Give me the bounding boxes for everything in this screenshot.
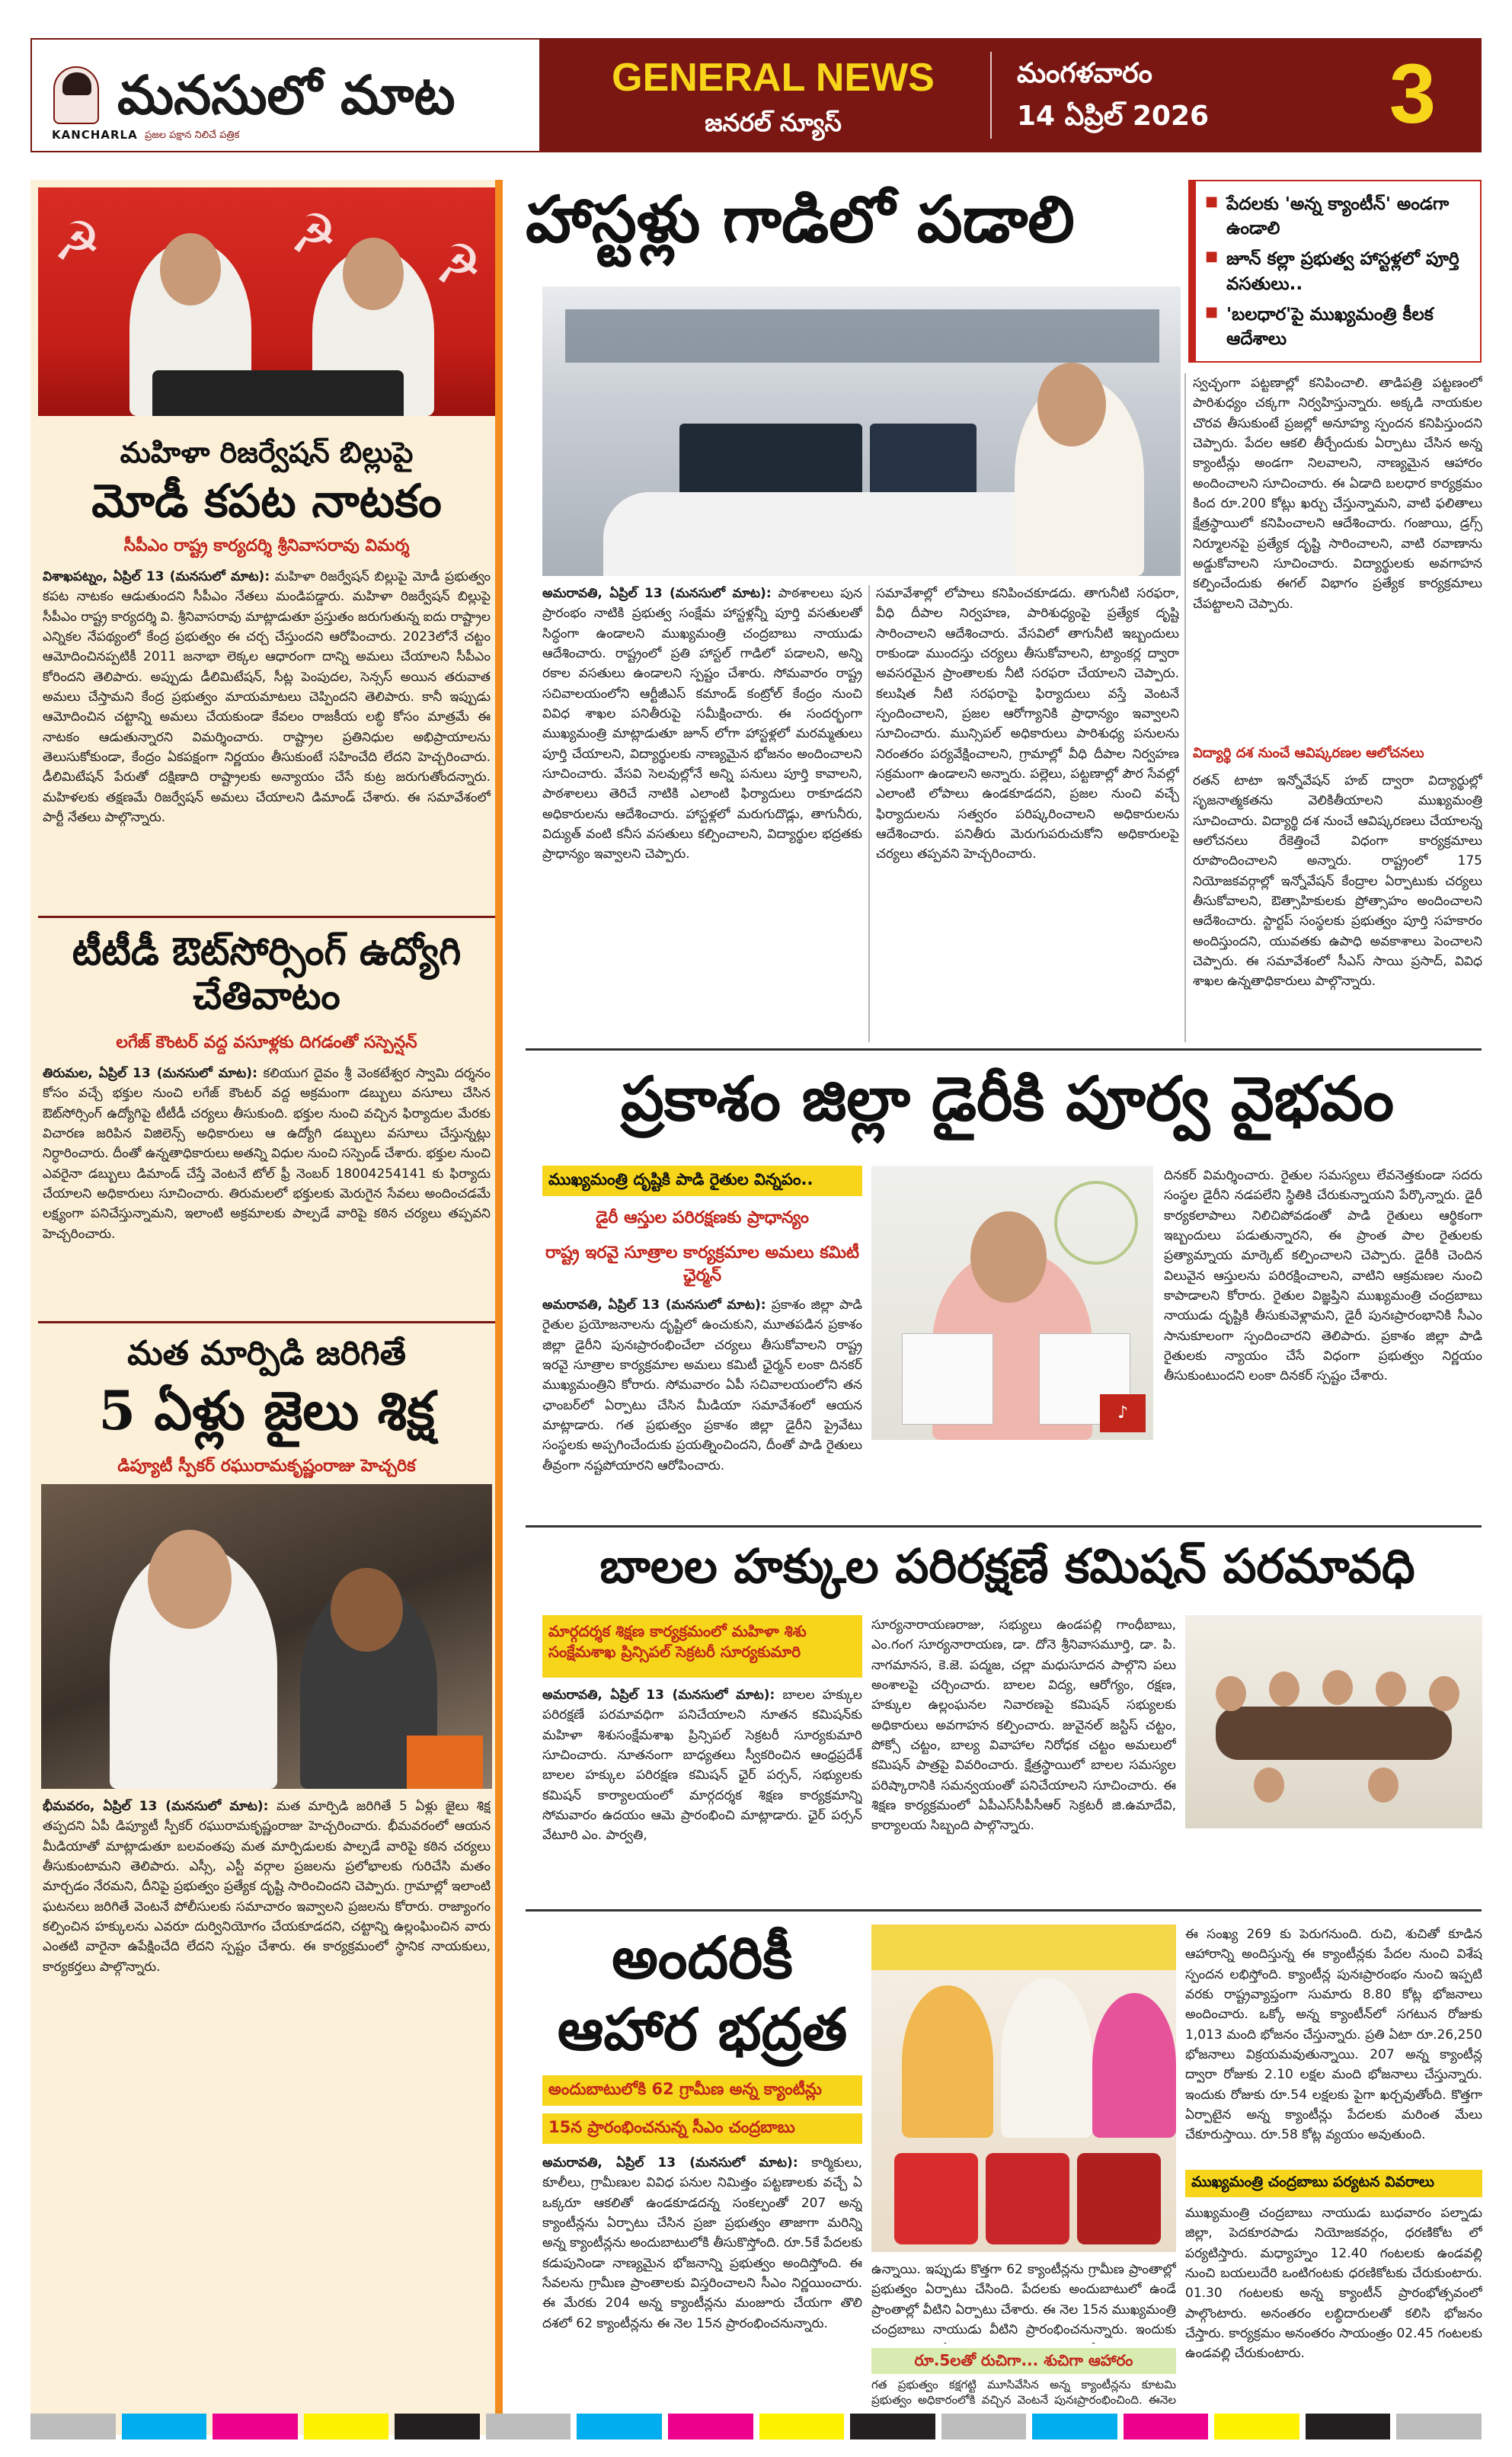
food-container [1077, 2153, 1161, 2244]
food-body-left-text: కార్మికులు, కూలీలు, గ్రామీణుల వివిధ పనుల నిమిత్తం పట్టణాలకు వచ్చే ఏ ఒక్కరూ ఆకలితో ఉండకూడదన్న సంకల్పంతో 207 అన్న క్యాంటీన్లను ఏర్పాటు చేసిన ప్రజా ప్రభుత్వం తాజాగా మరిన్ని అన్న క్యాంటీన్లను అందుబాటులోకి తీసుకొస్తోంది. రూ.5కే పేదలకు కడుపునిండా నాణ్యమైన భోజనాన్ని ప్రభుత్వం అందిస్తోంది. ఈ సేవలను గ్రామీణ ప్రాంతాలకు విస్తరించాలని సీఎం నిర్ణయించారు. ఈ మేరకు 204 అన్న క్యాంటీన్లను మంజూరు చేయగా తొలి దశలో 62 క్యాంటీన్లను ఈ నెల 15న ప్రారంభించనున్నారు. [542, 2155, 862, 2331]
hostels-dateline: అమరావతి, ఏప్రిల్ 13 (మనసులో మాట): [542, 586, 772, 601]
section-banner [541, 38, 1482, 152]
column-rule [1184, 373, 1186, 1042]
color-swatch [1124, 2414, 1209, 2439]
microphones [152, 370, 404, 416]
article-divider [38, 1321, 495, 1323]
desk [603, 492, 1076, 576]
children-dateline: అమరావతి, ఏప్రిల్ 13 (మనసులో మాట): [542, 1688, 775, 1703]
brand-name: మనసులో మాట [117, 63, 456, 126]
attendee [1269, 1672, 1299, 1707]
article-divider [38, 916, 495, 918]
hostels-body-col3: స్వచ్ఛంగా పట్టణాల్లో కనిపించాలి. తాడిపత్రి పట్టణంలో పారిశుధ్యం చక్కగా నిర్వహిస్తున్నారు. అక్కడి నాయకుల చొరవ తీసుకుంటే ప్రజల్లో అనూహ్య స్పందన కనిపిస్తుందని చెప్పారు. పేదల ఆకలి తీర్చేందుకు ఏర్పాటు చేసిన అన్న క్యాంటీన్లు అండగా నిలవాలని, నాణ్యమైన ఆహారం అందించాలని సూచించారు. ఈ ఏడాది బలధార కార్యక్రమం కింద రూ.200 కోట్లు ఖర్చు చేస్తున్నామని, వాటి ఫలితాలు క్షేత్రస్థాయిలో కనిపించాలని ఆదేశించారు. గంజాయి, డ్రగ్స్ నిర్మూలనపై ప్రత్యేక దృష్టి సారించాలని, వాటి రవాణాను అడ్డుకోవాలని సూచించారు. విద్యార్థులకు అవగాహన కల్పించేందుకు ఈగల్ విభాగం ప్రత్యేక కార్యక్రమాలు చేపట్టాలని చెప్పారు. [1193, 376, 1482, 612]
brand-tagline: ప్రజల పక్షాన నిలిచే పత్రిక [145, 130, 240, 141]
food-body-right2: ముఖ్యమంత్రి చంద్రబాబు నాయుడు బుధవారం పల్నాడు జిల్లా, పెదకూరపాడు నియోజకవర్గం, ధరణికోట లో పర్యటిస్తారు. మధ్యాహ్నం 12.40 గంటలకు ఉండవల్లి నుంచి బయలుదేరి ఒంటిగంటకు ధరణికోటకు చేరుకుంటారు. 01.30 గంటలకు అన్న క్యాంటీన్ ప్రారంభోత్సవంలో పాల్గొంటారు. అనంతరం లబ్ధిదారులతో కలిసి భోజనం చేస్తారు. కార్యక్రమం అనంతరం సాయంత్రం 02.45 గంటలకు ఉండవల్లి చేరుకుంటారు. [1185, 2206, 1482, 2362]
food-headline-line1: అందరికీ [612, 1924, 793, 1992]
attendee [1376, 1672, 1406, 1707]
cpm-press-photo [38, 187, 495, 416]
color-swatch [304, 2414, 389, 2439]
a1-kicker: మహిళా రిజర్వేషన్ బిల్లుపై [120, 435, 414, 469]
section-title-te: జనరల్ న్యూస్ [705, 108, 842, 137]
issue-date: 14 ఏప్రిల్ 2026 [1017, 101, 1210, 132]
section-divider [526, 1525, 1482, 1528]
left-column [30, 180, 503, 2435]
hammer-sickle-icon: ☭ [53, 210, 101, 273]
dairy-point-1: డైరీ ఆస్తుల పరిరక్షణకు ప్రాధాన్యం [596, 1208, 809, 1227]
food-body-mid2: గత ప్రభుత్వం కక్షగట్టి మూసివేసిన అన్న క్యాంటీన్లను కూటమి ప్రభుత్వం అధికారంలోకి వచ్చిన వెంటనే పునఃప్రారంభించింది. ఈనెల [871, 2378, 1176, 2407]
deputy-speaker-photo [41, 1484, 492, 1789]
section-divider [526, 1909, 1482, 1912]
banner-divider [990, 52, 992, 139]
chairman-face [970, 1211, 1047, 1303]
hostels-highlights-box [1188, 180, 1482, 363]
food-kicker-2: 15న ప్రారంభించనున్న సీఎం చంద్రబాబు [542, 2113, 862, 2144]
canteen-banner [871, 1924, 1176, 1970]
food-body-mid: ఉన్నాయి. ఇప్పుడు కొత్తగా 62 క్యాంటీన్లను గ్రామీణ ప్రాంతాల్లో ప్రభుత్వం ఏర్పాటు చేసింది. పేదలకు అందుబాటులో ఉండే ప్రాంతాల్లో వీటిని ఏర్పాటు చేశారు. ఈ నెల 15న ముఖ్యమంత్రి చంద్రబాబు నాయుడు వీటిని ప్రారంభించనున్నారు. ఇందుకు [871, 2262, 1176, 2338]
a3-headline-line1: మత మార్పిడి జరిగితే [127, 1334, 406, 1373]
a3-body-text: మత మార్పిడి జరిగితే 5 ఏళ్లు జైలు శిక్ష తప్పదని ఏపీ డిప్యూటీ స్పీకర్ రఘురామకృష్ణంరాజు హెచ్చరించారు. భీమవరంలో ఆయన మీడియాతో మాట్లాడుతూ బలవంతపు మత మార్పిడులకు పాల్పడే వారిపై కఠిన చర్యలు తీసుకుంటామని తెలిపారు. ఎస్సీ, ఎస్టీ వర్గాల ప్రజలను ప్రలోభాలకు గురిచేసి మతం మార్చడం నేరమని, దీనిపై ప్రభుత్వం ప్రత్యేక దృష్టి సారించిందని చెప్పారు. గ్రామాల్లో ఇలాంటి ఘటనలు జరిగితే వెంటనే పోలీసులకు సమాచారం ఇవ్వాలని ప్రజలను కోరారు. రాజ్యాంగం కల్పించిన హక్కులను ఎవరూ దుర్వినియోగం చేయకూడదని, చట్టాన్ని ఉల్లంఘించిన వారు ఎంతటి వారైనా ఉపేక్షించేది లేదని స్పష్టం చేశారు. ఈ కార్యక్రమంలో స్థానిక నాయకులు, కార్యకర్తలు పాల్గొన్నారు. [43, 1799, 491, 1975]
food-container [986, 2153, 1069, 2244]
color-swatch [486, 2414, 571, 2439]
cm-figure [1001, 1978, 1092, 2138]
color-swatch [1396, 2414, 1482, 2439]
brand-logo-block [30, 38, 541, 152]
screens-wall [565, 309, 1159, 363]
dairy-dateline: అమరావతి, ఏప్రిల్ 13 (మనసులో మాట): [542, 1297, 766, 1313]
hostels-headline: హాస్టళ్లు గాడిలో పడాలి [526, 181, 1075, 257]
commission-meeting-photo [1185, 1615, 1482, 1828]
dairy-point-2: రాష్ట్ర ఇరవై సూత్రాల కార్యక్రమాల అమలు కమిటీ ఛైర్మన్ [545, 1243, 859, 1285]
a1-subheadline: సీపీఎం రాష్ట్ర కార్యదర్శి శ్రీనివాసరావు విమర్శ [123, 536, 410, 555]
color-swatch [213, 2414, 298, 2439]
color-swatch [668, 2414, 753, 2439]
a3-subheadline: డిప్యూటీ స్పీకర్ రఘురామకృష్ణంరాజు హెచ్చరిక [117, 1457, 416, 1476]
a3-headline-line2: 5 ఏళ్లు జైలు శిక్ష [98, 1379, 435, 1442]
attendee [1322, 1670, 1353, 1705]
person-face [331, 1568, 403, 1652]
section-divider [526, 1048, 1482, 1051]
person-figure [1092, 1993, 1176, 2138]
hostels-body-col2: సమావేశాల్లో లోపాలు కనిపించకూడదు. తాగునీటి సరఫరా, వీధి దీపాల నిర్వహణ, పారిశుధ్యంపై ప్రత్యేక దృష్టి సారించాలని ఆదేశించారు. వేసవిలో తాగునీటి ఇబ్బందులు రాకుండా ముందస్తు చర్యలు తీసుకోవాలని, ట్యాంకర్ల ద్వారా అవసరమైన ప్రాంతాలకు నీటి సరఫరా చేయాలని చెప్పారు. కలుషిత నీటి సరఫరాపై ఫిర్యాదులు వస్తే వెంటనే స్పందించాలని, ప్రజల ఆరోగ్యానికి ప్రాధాన్యం ఇవ్వాలని సూచించారు. మున్సిపల్ అధికారులు పారిశుధ్య పనులను నిరంతరం పర్యవేక్షించాలని, గ్రామాల్లో వీధి దీపాల నిర్వహణ సక్రమంగా ఉండాలని అన్నారు. పల్లెలు, పట్టణాల్లో పౌర సేవల్లో ఎలాంటి లోపాలు ఉండకూడదని, ప్రజల నుంచి వచ్చే ఫిర్యాదులను సత్వరం పరిష్కరించాలని అధికారులను ఆదేశించారు. పనితీరు మెరుగుపరుచుకోని అధికారులపై చర్యలు తప్పవని హెచ్చరించారు. [876, 586, 1179, 862]
meeting-table [1216, 1707, 1452, 1760]
section-title-en: GENERAL NEWS [612, 56, 935, 100]
masthead [30, 38, 1482, 152]
food-headline-line2: ఆహార భద్రత [557, 1995, 848, 2063]
cm-face [1037, 363, 1106, 446]
color-swatch [577, 2414, 662, 2439]
color-swatch [850, 2414, 935, 2439]
dairy-press-photo [871, 1166, 1153, 1440]
food-highlight: రూ.5లతో రుచిగా... శుచిగా ఆహారం [871, 2348, 1176, 2374]
hostels-body-col3b: రతన్ టాటా ఇన్నోవేషన్ హబ్ ద్వారా విద్యార్థుల్లో సృజనాత్మకతను వెలికితీయాలని ముఖ్యమంత్రి సూచించారు. విద్యార్థి దశ నుంచే ఆవిష్కరణలు చేయాలన్న ఆలోచనలు రేకెత్తించే విధంగా కార్యక్రమాలు రూపొందించాలని అన్నారు. రాష్ట్రంలో 175 నియోజకవర్గాల్లో ఇన్నోవేషన్ కేంద్రాల ఏర్పాటుకు చర్యలు తీసుకోవాలని, ఔత్సాహికులకు ప్రోత్సాహం అందించాలని ఆదేశించారు. స్టార్టప్ సంస్థలకు ప్రభుత్వం పూర్తి సహకారం అందిస్తుందని, యువతకు ఉపాధి అవకాశాలు పెంచాలని చెప్పారు. ఈ సమావేశంలో సీఎస్ సాయి ప్రసాద్, వివిధ శాఖల ఉన్నతాధికారులు పాల్గొన్నారు. [1193, 773, 1482, 990]
hostels-subhead: విద్యార్థి దశ నుంచే ఆవిష్కరణల ఆలోచనలు [1193, 745, 1424, 761]
children-body-right: సూర్యనారాయణరాజు, సభ్యులు ఉండపల్లి గాంధీబాబు, ఎం.గంగ సూర్యనారాయణ, డా. దోనె శ్రీనివాసమూర్తి, డా. పి. నాగమానస, కె.జె. పద్మజ, చల్లా మధుసూదన పాల్గొని పలు అంశాలపై చర్చించారు. బాలల విద్య, ఆరోగ్యం, రక్షణ, హక్కుల ఉల్లంఘనల నివారణపై కమిషన్ సభ్యులకు అధికారులు అవగాహన కల్పించారు. జువైనల్ జస్టిస్ చట్టం, పోక్సో చట్టం, బాల్య వివాహాల నిరోధక చట్టం అమలులో కమిషన్ పాత్రపై వివరించారు. క్షేత్రస్థాయిలో బాలల సమస్యల పరిష్కారానికి సమన్వయంతో పనిచేయాలని సూచించారు. ఈ శిక్షణ కార్యక్రమంలో ఏపీఎస్‌సీపీసీఆర్ సెక్రటరీ జి.ఉమాదేవి, కార్యాలయ సిబ్బంది పాల్గొన్నారు. [871, 1617, 1176, 1834]
person-face [148, 1530, 232, 1629]
food-container [894, 2153, 978, 2244]
founder-portrait-icon [53, 66, 99, 124]
a1-dateline: విశాఖపట్నం, ఏప్రిల్ 13 (మనసులో మాట): [43, 569, 270, 584]
food-body-right: ఈ సంఖ్య 269 కు పెరుగనుంది. రుచి, శుచితో కూడిన ఆహారాన్ని అందిస్తున్న ఈ క్యాంటీన్లకు పేదల నుంచి విశేష స్పందన లభిస్తోంది. క్యాంటీన్ల పునఃప్రారంభం నుంచి ఇప్పటి వరకు రాష్ట్రవ్యాప్తంగా సుమారు 8.80 కోట్ల భోజనాలు అందించారు. ఒక్కో అన్న క్యాంటీన్‌లో సగటున రోజుకు 1,013 మంది భోజనం చేస్తున్నారు. ప్రతి ఏటా రూ.26,250 భోజనాలు విక్రయమవుతున్నాయి. 207 అన్న క్యాంటీన్ల ద్వారా రోజుకు 2.10 లక్షల మంది భోజనాలు చేస్తున్నారు. ఇందుకు రోజుకు రూ.54 లక్షలకు పైగా ఖర్చవుతోంది. కొత్తగా ఏర్పాటైన అన్న క్యాంటీన్లు పేదలకు మరింత మేలు చేకూరుస్తాయి. రూ.58 కోట్ల వ్యయం అవుతుంది. [1185, 1927, 1482, 2143]
children-body-left [542, 1685, 862, 1899]
dairy-kicker: ముఖ్యమంత్రి దృష్టికి పాడి రైతుల విన్నపం.. [542, 1166, 862, 1196]
a2-headline: టీటీడీ ఔట్‌సోర్సింగ్ ఉద్యోగి చేతివాటం [72, 929, 462, 1018]
color-swatch [122, 2414, 207, 2439]
channel-logo-icon: ♪ [1100, 1394, 1146, 1432]
brand-label: KANCHARLA [52, 128, 138, 142]
a1-body [43, 567, 491, 910]
children-headline: బాలల హక్కుల పరిరక్షణే కమిషన్ పరమావధి [599, 1538, 1415, 1594]
anna-canteen-photo [871, 1924, 1176, 2252]
food-subhead: ముఖ్యమంత్రి చంద్రబాబు పర్యటన వివరాలు [1185, 2170, 1482, 2197]
issue-day: మంగళవారం [1017, 58, 1152, 89]
hostels-body-text: పాఠశాలలు పున ప్రారంభం నాటికి ప్రభుత్వ సంక్షేమ హాస్టళ్లన్నీ పూర్తి వసతులతో సిద్ధంగా ఉండాలని ముఖ్యమంత్రి చంద్రబాబు నాయుడు ఆదేశించారు. రాష్ట్రంలో ప్రతి హాస్టల్ గాడిలో పడాలని, అన్ని రకాల వసతులు ఉండాలని స్పష్టం చేశారు. సోమవారం రాష్ట్ర సచివాలయంలోని ఆర్టీజీఎస్ కమాండ్ కంట్రోల్ కేంద్రం నుంచి వివిధ శాఖల పనితీరుపై సమీక్షించారు. ఈ సందర్భంగా ముఖ్యమంత్రి మాట్లాడుతూ జూన్ లోగా హాస్టళ్లలో మరమ్మతులు పూర్తి చేయాలని, విద్యార్థులకు నాణ్యమైన భోజనం అందించాలని సూచించారు. వేసవి సెలవుల్లోనే అన్ని పనులు పూర్తి కావాలని, పాఠశాలలు తెరిచే నాటికి ఎలాంటి ఫిర్యాదులు రాకూడదని అధికారులను ఆదేశించారు. హాస్టళ్లలో మరుగుదొడ్లు, తాగునీరు, విద్యుత్ వంటి కనీస వసతులు కల్పించాలని, విద్యార్థుల భద్రతకు ప్రాధాన్యం ఇవ్వాలని చెప్పారు. [542, 586, 862, 862]
a2-subheadline: లగేజ్ కౌంటర్ వద్ద వసూళ్లకు దిగడంతో సస్పెన్షన్ [116, 1033, 417, 1052]
print-color-bar [30, 2414, 1482, 2439]
attendee [1254, 1768, 1284, 1803]
color-swatch [941, 2414, 1027, 2439]
color-swatch [1032, 2414, 1117, 2439]
column-rule [868, 585, 870, 1042]
color-swatch [30, 2414, 116, 2439]
color-swatch [759, 2414, 845, 2439]
a3-dateline: భీమవరం, ఏప్రిల్ 13 (మనసులో మాట): [43, 1799, 269, 1814]
hammer-sickle-icon: ☭ [434, 233, 482, 296]
saffron-cloth [407, 1736, 483, 1789]
color-swatch [1214, 2414, 1299, 2439]
dairy-body-right: దినకర్ విమర్శించారు. రైతుల సమస్యలు లేవనెత్తకుండా సదరు సంస్థల డైరీని నడపలేని స్థితికి చేరుకున్నాయని పేర్కొన్నారు. డైరీ కార్యకలాపాలు నిలిచిపోవడంతో పాడి రైతులు ఆర్థికంగా ఇబ్బందులు పడుతున్నారని, ఈ ప్రాంత పాల రైతులకు ప్రత్యామ్నాయ మార్కెట్ కల్పించాలని చెప్పారు. డైరీకి చెందిన విలువైన ఆస్తులను పరిరక్షించాలని, వాటిని ఆక్రమణల నుంచి కాపాడాలని కోరారు. రైతుల విజ్ఞప్తిని ముఖ్యమంత్రి చంద్రబాబు నాయుడు దృష్టికి తీసుకువెళ్లామని, డైరీ పునఃప్రారంభానికి సీఎం సానుకూలంగా స్పందించారని తెలిపారు. ప్రకాశం జిల్లా పాడి రైతులకు న్యాయం చేసే విధంగా ప్రభుత్వం నిర్ణయం తీసుకుంటుందని లంకా దినకర్ స్పష్టం చేశారు. [1164, 1168, 1482, 1384]
document-paper [902, 1333, 993, 1425]
food-kicker-1: అందుబాటులోకి 62 గ్రామీణ అన్న క్యాంటీన్లు [542, 2075, 862, 2106]
command-center-photo [542, 286, 1181, 576]
emblem-icon [1054, 1181, 1138, 1265]
a2-body [43, 1064, 491, 1315]
a1-headline: మోడీ కపట నాటకం [91, 475, 442, 528]
highlight-item: ■ 'బలధార'పై ముఖ్యమంత్రి కీలక ఆదేశాలు [1205, 302, 1471, 351]
attendee [1429, 1676, 1459, 1711]
highlight-item: ■ పేదలకు 'అన్న క్యాంటీన్' అండగా ఉండాలి [1205, 192, 1471, 241]
food-dateline: అమరావతి, ఏప్రిల్ 13 (మనసులో మాట): [542, 2155, 798, 2171]
a2-body-text: కలియుగ దైవం శ్రీ వెంకటేశ్వర స్వామి దర్శనం కోసం వచ్చే భక్తుల నుంచి లగేజ్ కౌంటర్ వద్ద అక్రమంగా డబ్బులు వసూలు చేసిన ఔట్‌సోర్సింగ్ ఉద్యోగిపై టీటీడీ చర్యలు తీసుకుంది. భక్తుల నుంచి వచ్చిన ఫిర్యాదుల మేరకు విచారణ జరిపిన విజిలెన్స్ అధికారులు ఆ ఉద్యోగి డబ్బులు వసూలు చేస్తున్నట్లు నిర్ధారించారు. దీంతో ఉన్నతాధికారులు అతన్ని విధుల నుంచి సస్పెండ్ చేశారు. భక్తుల నుంచి ఎవరైనా డబ్బులు డిమాండ్ చేస్తే వెంటనే టోల్ ఫ్రీ నెంబర్ 18004254141 కు ఫిర్యాదు చేయాలని అధికారులు సూచించారు. తిరుమలలో భక్తులకు మెరుగైన సేవలు అందించడమే లక్ష్యంగా పనిచేస్తున్నామని, ఇలాంటి అక్రమాలకు పాల్పడే వారిపై కఠిన చర్యలు తప్పవని హెచ్చరించారు. [43, 1066, 491, 1242]
a3-body [43, 1796, 491, 2457]
a1-body-text: మహిళా రిజర్వేషన్ బిల్లుపై మోడీ ప్రభుత్వం కపట నాటకం ఆడుతుందని సీపీఎం నేతలు మండిపడ్డారు. మహిళా రిజర్వేషన్ బిల్లుపై సీపీఎం రాష్ట్ర కార్యదర్శి వి. శ్రీనివాసరావు మాట్లాడుతూ ప్రస్తుతం జరుగుతున్న ఐదు రాష్ట్రాల ఎన్నికల నేపథ్యంలో కేంద్ర ప్రభుత్వం ఈ చర్చ చేస్తుందని ఆరోపించారు. 2023లోనే చట్టం ఆమోదించినప్పటికీ 2011 జనాభా లెక్కల ఆధారంగా దాన్ని అమలు చేయాలని సీపీఎం కోరిందని తెలిపారు. అప్పుడు డీలిమిటేషన్, సీట్ల పెంపుదల, సెన్సస్ అయిన తరువాత అమలు చేస్తామని కేంద్ర ప్రభుత్వం మాయమాటలు చెప్పిందని తెలిపారు. కానీ ఇప్పుడు ఆమోదించిన చట్టాన్ని అమలు చేయకుండా కేవలం రాజకీయ లబ్ధి కోసం మాత్రమే ఈ నాటకం ఆడుతున్నారని విమర్శించారు. రాష్ట్రాల ప్రతినిధుల అభిప్రాయాలను తెలుసుకోకుండా, కేంద్రం ఏకపక్షంగా నిర్ణయం తీసుకుంటే సహించేది లేదని హెచ్చరించారు. డీలిమిటేషన్ పేరుతో దక్షిణాది రాష్ట్రాలకు అన్యాయం చేసే కుట్ర జరుగుతోందన్నారు. మహిళలకు తక్షణమే రిజర్వేషన్ అమలు చేయాలని డిమాండ్ చేశారు. ఈ సమావేశంలో పార్టీ నేతలు పాల్గొన్నారు. [43, 569, 491, 826]
highlight-item: ■ జూన్ కల్లా ప్రభుత్వ హాస్టళ్లలో పూర్తి వసతులు.. [1205, 247, 1471, 296]
attendee [1216, 1676, 1246, 1711]
color-swatch [395, 2414, 480, 2439]
dairy-body-left-text: ప్రకాశం జిల్లా పాడి రైతుల ప్రయోజనాలను దృష్టిలో ఉంచుకుని, మూతపడిన ప్రకాశం జిల్లా డైరీని పునఃప్రారంభించేలా చర్యలు తీసుకోవాలని రాష్ట్ర ఇరవై సూత్రాల కార్యక్రమాల అమలు కమిటీ ఛైర్మన్ లంకా దినకర్ ముఖ్యమంత్రిని కోరారు. సోమవారం ఏపీ సచివాలయంలోని తన ఛాంబర్‌లో ఏర్పాటు చేసిన మీడియా సమావేశంలో ఆయన మాట్లాడారు. గత ప్రభుత్వం ప్రకాశం జిల్లా డైరీని ప్రైవేటు సంస్థలకు అప్పగించేందుకు ప్రయత్నించిందని, దీంతో పాడి రైతులు తీవ్రంగా నష్టపోయారని ఆరోపించారు. [542, 1297, 862, 1473]
food-body-left [542, 2153, 862, 2404]
hammer-sickle-icon: ☭ [289, 203, 337, 265]
speaker-face [343, 238, 404, 310]
hostels-body-col1 [542, 584, 862, 1041]
attendee [1368, 1768, 1399, 1803]
children-body-left-text: బాలల హక్కుల పరిరక్షణే పరమావధిగా పనిచేయాలని నూతన కమిషన్‌కు మహిళా శిశుసంక్షేమశాఖ ప్రిన్సిపల్ సెక్రటరీ సూర్యకుమారి సూచించారు. నూతనంగా బాధ్యతలు స్వీకరించిన ఆంధ్రప్రదేశ్ బాలల హక్కుల పరిరక్షణ కమిషన్ ఛైర్ పర్సన్, సభ్యులకు కమిషన్ కార్యాలయంలో మార్గదర్శక శిక్షణ కార్యక్రమాన్ని సోమవారం ఉదయం ఆమె ప్రారంభించి మాట్లాడారు. ఛైర్ పర్సన్ వేటూరి ఎం. పార్వతి, [542, 1688, 862, 1844]
dairy-headline: ప్రకాశం జిల్లా డైరీకి పూర్వ వైభవం [620, 1063, 1395, 1134]
a2-dateline: తిరుమల, ఏప్రిల్ 13 (మనసులో మాట): [43, 1066, 257, 1081]
color-swatch [1306, 2414, 1391, 2439]
hostels-highlights-list [1205, 192, 1471, 351]
speaker-face [160, 233, 221, 306]
children-kicker: మార్గదర్శక శిక్షణ కార్యక్రమంలో మహిళా శిశు సంక్షేమశాఖ ప్రిన్సిపల్ సెక్రటరీ సూర్యకుమారి [542, 1615, 862, 1678]
page-number: 3 [1389, 47, 1436, 141]
person-figure [902, 1985, 993, 2138]
dairy-body-left [542, 1295, 862, 1508]
